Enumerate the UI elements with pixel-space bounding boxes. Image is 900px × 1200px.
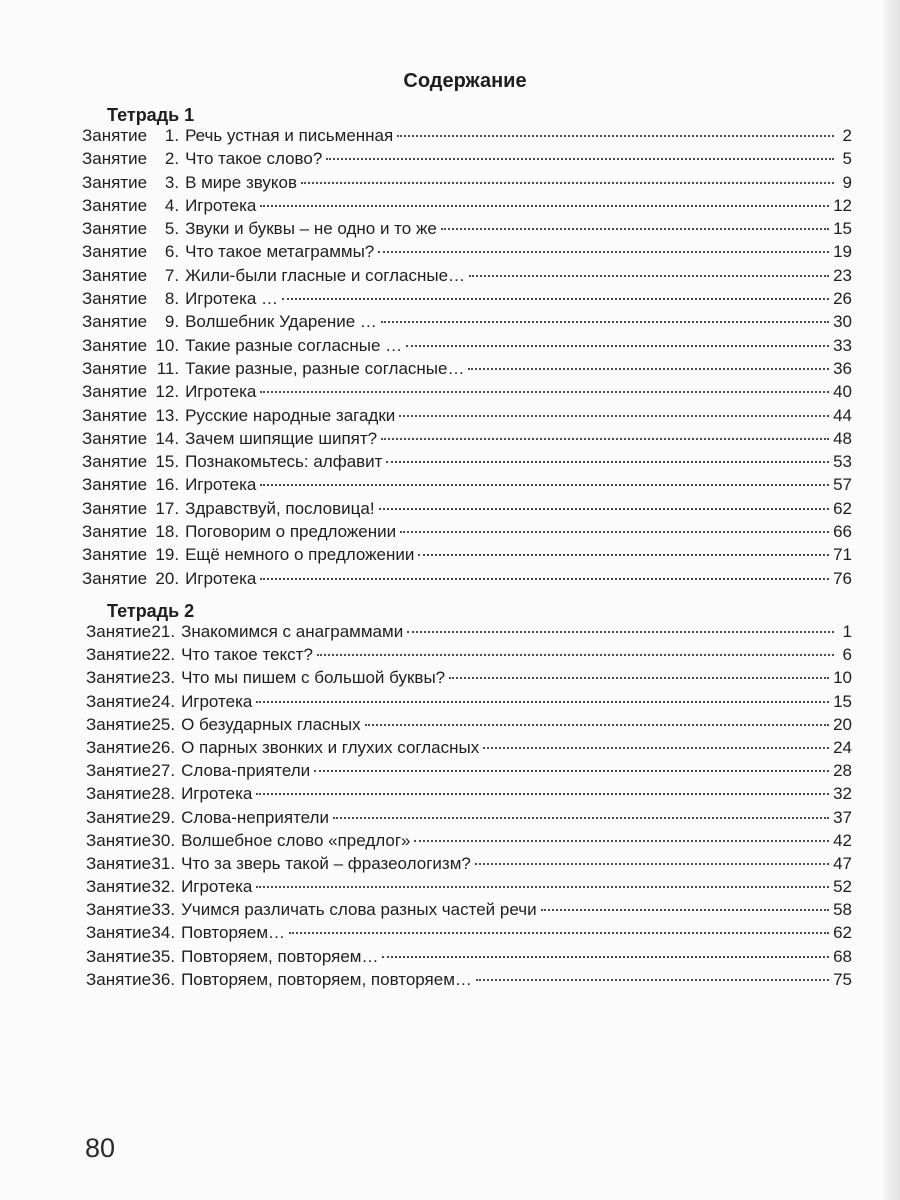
toc-entry-page: 28 bbox=[833, 761, 852, 781]
toc-entry-title: О парных звонких и глухих согласных bbox=[181, 737, 480, 757]
toc-entry-number: 22. bbox=[151, 645, 176, 665]
toc-entry-prefix bbox=[82, 898, 175, 921]
toc-entry-page: 19 bbox=[833, 242, 852, 262]
toc-entry bbox=[82, 171, 852, 194]
toc-entry-page: 71 bbox=[833, 545, 852, 565]
toc-leader-dots bbox=[260, 484, 829, 486]
toc-entry-page: 68 bbox=[833, 946, 852, 966]
toc-entry-prefix bbox=[82, 806, 175, 829]
toc-entry-prefix bbox=[82, 217, 179, 240]
toc-leader-dots bbox=[381, 438, 829, 440]
toc-entry bbox=[82, 713, 852, 736]
toc-entry-prefix bbox=[82, 404, 179, 427]
toc-entry-prefix bbox=[82, 829, 175, 852]
toc-entry-prefix bbox=[82, 124, 179, 147]
toc-entry-page: 5 bbox=[842, 149, 852, 169]
toc-entry-number: 26. bbox=[151, 737, 176, 757]
toc-leader-dots bbox=[260, 391, 829, 393]
toc-entry-number: 34. bbox=[151, 923, 176, 943]
toc-entry-prefix bbox=[82, 567, 179, 590]
toc-leader-dots bbox=[483, 747, 829, 749]
toc-entry-page: 20 bbox=[833, 714, 852, 734]
toc-entry-number: 24. bbox=[151, 691, 176, 711]
toc-entry-page: 9 bbox=[842, 172, 852, 192]
toc-entry-number: 20. bbox=[155, 568, 180, 588]
toc-entry-title: Волшебник Ударение … bbox=[185, 312, 377, 332]
toc-entry-title: Такие разные согласные … bbox=[185, 335, 403, 355]
toc-leader-dots bbox=[256, 701, 829, 703]
toc-entry-page: 10 bbox=[833, 668, 852, 688]
toc-entry-page: 58 bbox=[833, 900, 852, 920]
toc-entry-title: Слова-неприятели bbox=[181, 807, 329, 827]
toc-entry bbox=[82, 287, 852, 310]
toc-entry bbox=[82, 310, 852, 333]
toc-entry bbox=[82, 759, 852, 782]
toc-entry-prefix bbox=[82, 473, 179, 496]
toc-entry-number: 36. bbox=[151, 969, 176, 989]
toc-entry-lesson-word: Занятие bbox=[82, 428, 148, 448]
toc-entry-lesson-word: Занятие bbox=[82, 382, 148, 402]
toc-entry-number: 32. bbox=[151, 877, 176, 897]
toc-entry-title: Повторяем, повторяем… bbox=[181, 946, 379, 966]
toc-entry-page: 75 bbox=[833, 969, 852, 989]
toc-entry-number: 25. bbox=[151, 714, 176, 734]
toc-entry-title: Повторяем, повторяем, повторяем… bbox=[181, 969, 472, 989]
toc-entry bbox=[82, 427, 852, 450]
toc-list-notebook-1 bbox=[82, 124, 852, 590]
toc-entry-lesson-word: Занятие bbox=[82, 149, 148, 169]
toc-entry-title: Игротека bbox=[185, 195, 257, 215]
toc-entry-page: 32 bbox=[833, 784, 852, 804]
toc-entry-page: 12 bbox=[833, 195, 852, 215]
toc-entry-prefix bbox=[82, 643, 175, 666]
toc-entry-page: 33 bbox=[833, 335, 852, 355]
toc-entry-lesson-word: Занятие bbox=[82, 405, 148, 425]
toc-leader-dots bbox=[382, 956, 829, 958]
toc-leader-dots bbox=[469, 275, 829, 277]
toc-entry-prefix bbox=[82, 427, 179, 450]
toc-leader-dots bbox=[378, 251, 829, 253]
toc-entry bbox=[82, 898, 852, 921]
toc-leader-dots bbox=[406, 345, 829, 347]
toc-entry-title: Что за зверь такой – фразеологизм? bbox=[181, 853, 471, 873]
toc-entry-page: 76 bbox=[833, 568, 852, 588]
toc-entry-page: 15 bbox=[833, 691, 852, 711]
toc-leader-dots bbox=[301, 182, 834, 184]
toc-entry-prefix bbox=[82, 334, 179, 357]
toc-entry bbox=[82, 643, 852, 666]
toc-entry-lesson-word: Занятие bbox=[86, 946, 152, 966]
section-heading-notebook-2: Тетрадь 2 bbox=[107, 601, 195, 621]
toc-entry-lesson-word: Занятие bbox=[86, 807, 152, 827]
toc-leader-dots bbox=[397, 135, 834, 137]
toc-leader-dots bbox=[441, 228, 829, 230]
toc-leader-dots bbox=[317, 654, 834, 656]
toc-entry-lesson-word: Занятие bbox=[86, 969, 152, 989]
toc-entry-number: 12. bbox=[155, 382, 180, 402]
toc-leader-dots bbox=[260, 578, 829, 580]
toc-entry-page: 48 bbox=[833, 428, 852, 448]
toc-entry bbox=[82, 945, 852, 968]
toc-entry-lesson-word: Занятие bbox=[82, 452, 148, 472]
toc-leader-dots bbox=[333, 817, 829, 819]
toc-entry-number: 9. bbox=[164, 312, 180, 332]
toc-entry-title: Звуки и буквы – не одно и то же bbox=[185, 219, 437, 239]
toc-entry-prefix bbox=[82, 147, 179, 170]
toc-entry bbox=[82, 520, 852, 543]
toc-entry bbox=[82, 852, 852, 875]
toc-entry-number: 6. bbox=[164, 242, 180, 262]
toc-entry bbox=[82, 921, 852, 944]
toc-entry-page: 30 bbox=[833, 312, 852, 332]
toc-entry-lesson-word: Занятие bbox=[86, 668, 152, 688]
toc-entry bbox=[82, 666, 852, 689]
toc-entry-prefix bbox=[82, 357, 179, 380]
toc-entry-lesson-word: Занятие bbox=[86, 830, 152, 850]
toc-entry bbox=[82, 217, 852, 240]
toc-entry-number: 7. bbox=[164, 265, 180, 285]
toc-leader-dots bbox=[365, 724, 829, 726]
toc-entry-prefix bbox=[82, 852, 175, 875]
toc-entry-number: 13. bbox=[155, 405, 180, 425]
toc-entry bbox=[82, 620, 852, 643]
toc-entry-number: 3. bbox=[164, 172, 180, 192]
toc-entry-title: Поговорим о предложении bbox=[185, 522, 397, 542]
toc-entry-title: Повторяем… bbox=[181, 923, 286, 943]
toc-entry-title: Что такое слово? bbox=[185, 149, 323, 169]
toc-entry-title: Жили-были гласные и согласные… bbox=[185, 265, 466, 285]
toc-entry-prefix bbox=[82, 945, 175, 968]
toc-entry-page: 66 bbox=[833, 522, 852, 542]
toc-entry-page: 37 bbox=[833, 807, 852, 827]
toc-entry-lesson-word: Занятие bbox=[86, 622, 152, 641]
toc-entry-prefix bbox=[82, 543, 179, 566]
toc-leader-dots bbox=[260, 205, 829, 207]
toc-entry-title: Игротека bbox=[185, 382, 257, 402]
toc-list-notebook-2 bbox=[82, 620, 852, 991]
toc-entry-number: 4. bbox=[164, 195, 180, 215]
toc-entry-prefix bbox=[82, 380, 179, 403]
toc-entry-page: 52 bbox=[833, 877, 852, 897]
toc-entry-lesson-word: Занятие bbox=[82, 568, 148, 588]
toc-entry-lesson-word: Занятие bbox=[82, 335, 148, 355]
toc-entry-page: 57 bbox=[833, 475, 852, 495]
toc-entry-prefix bbox=[82, 782, 175, 805]
toc-leader-dots bbox=[418, 554, 829, 556]
toc-leader-dots bbox=[407, 631, 834, 633]
toc-entry bbox=[82, 567, 852, 590]
toc-entry-title: Волшебное слово «предлог» bbox=[181, 830, 411, 850]
toc-entry-prefix bbox=[82, 875, 175, 898]
toc-entry-title: Учимся различать слова разных частей речи bbox=[181, 900, 537, 920]
toc-entry-number: 21. bbox=[151, 622, 176, 641]
toc-entry-lesson-word: Занятие bbox=[86, 853, 152, 873]
toc-entry bbox=[82, 829, 852, 852]
toc-entry bbox=[82, 357, 852, 380]
toc-entry-number: 23. bbox=[151, 668, 176, 688]
toc-entry-lesson-word: Занятие bbox=[82, 312, 148, 332]
toc-entry-number: 35. bbox=[151, 946, 176, 966]
toc-entry-lesson-word: Занятие bbox=[86, 714, 152, 734]
toc-entry-title: Игротека bbox=[181, 691, 253, 711]
toc-entry bbox=[82, 450, 852, 473]
toc-entry-number: 28. bbox=[151, 784, 176, 804]
toc-entry-number: 27. bbox=[151, 761, 176, 781]
toc-entry-number: 30. bbox=[151, 830, 176, 850]
toc-entry-prefix bbox=[82, 287, 179, 310]
toc-entry-title: Игротека … bbox=[185, 289, 279, 309]
toc-entry-lesson-word: Занятие bbox=[86, 784, 152, 804]
toc-entry-page: 36 bbox=[833, 358, 852, 378]
toc-entry-number: 5. bbox=[164, 219, 180, 239]
toc-entry-lesson-word: Занятие bbox=[82, 545, 148, 565]
toc-entry-lesson-word: Занятие bbox=[86, 645, 152, 665]
toc-entry-prefix bbox=[82, 620, 175, 643]
toc-leader-dots bbox=[379, 508, 830, 510]
toc-entry-number: 15. bbox=[155, 452, 180, 472]
toc-entry bbox=[82, 968, 852, 991]
toc-entry-page: 26 bbox=[833, 289, 852, 309]
toc-entry-title: Игротека bbox=[185, 568, 257, 588]
toc-entry-lesson-word: Занятие bbox=[82, 242, 148, 262]
toc-entry-page: 44 bbox=[833, 405, 852, 425]
toc-entry bbox=[82, 380, 852, 403]
toc-entry-title: Речь устная и письменная bbox=[185, 126, 394, 145]
toc-entry-number: 10. bbox=[155, 335, 180, 355]
toc-entry bbox=[82, 404, 852, 427]
toc-entry-title: Ещё немного о предложении bbox=[185, 545, 415, 565]
toc-entry-prefix bbox=[82, 520, 179, 543]
toc-entry-prefix bbox=[82, 666, 175, 689]
toc-entry-title: Слова-приятели bbox=[181, 761, 311, 781]
toc-entry-page: 15 bbox=[833, 219, 852, 239]
toc-leader-dots bbox=[256, 886, 829, 888]
toc-entry-number: 1. bbox=[164, 126, 180, 145]
toc-entry-number: 19. bbox=[155, 545, 180, 565]
toc-entry-number: 16. bbox=[155, 475, 180, 495]
toc-entry-title: Зачем шипящие шипят? bbox=[185, 428, 378, 448]
toc-entry-title: Игротека bbox=[181, 784, 253, 804]
page-edge bbox=[884, 0, 900, 1200]
toc-entry-prefix bbox=[82, 450, 179, 473]
toc-leader-dots bbox=[381, 321, 829, 323]
toc-entry-prefix bbox=[82, 736, 175, 759]
toc-entry-page: 6 bbox=[842, 645, 852, 665]
toc-entry-prefix bbox=[82, 497, 179, 520]
toc-entry-number: 33. bbox=[151, 900, 176, 920]
toc-entry-prefix bbox=[82, 240, 179, 263]
toc-entry bbox=[82, 240, 852, 263]
toc-leader-dots bbox=[386, 461, 829, 463]
toc-entry-lesson-word: Занятие bbox=[86, 691, 152, 711]
toc-entry-page: 2 bbox=[842, 126, 852, 145]
toc-entry-prefix bbox=[82, 194, 179, 217]
toc-leader-dots bbox=[326, 158, 834, 160]
toc-entry-page: 62 bbox=[833, 498, 852, 518]
toc-entry-number: 11. bbox=[156, 358, 180, 378]
toc-leader-dots bbox=[541, 909, 830, 911]
toc-entry bbox=[82, 334, 852, 357]
toc-entry-title: Что такое текст? bbox=[181, 645, 313, 665]
toc-entry-title: Такие разные, разные согласные… bbox=[185, 358, 465, 378]
toc-entry-page: 53 bbox=[833, 452, 852, 472]
toc-entry-lesson-word: Занятие bbox=[82, 522, 148, 542]
toc-entry-lesson-word: Занятие bbox=[82, 498, 148, 518]
toc-entry-title: Знакомимся с анаграммами bbox=[181, 622, 404, 641]
toc-entry bbox=[82, 690, 852, 713]
toc-entry-prefix bbox=[82, 310, 179, 333]
toc-entry-lesson-word: Занятие bbox=[82, 358, 148, 378]
toc-entry-title: Русские народные загадки bbox=[185, 405, 396, 425]
toc-leader-dots bbox=[289, 932, 829, 934]
toc-entry-prefix bbox=[82, 713, 175, 736]
toc-entry-lesson-word: Занятие bbox=[86, 737, 152, 757]
toc-entry-prefix bbox=[82, 968, 175, 991]
toc-entry-prefix bbox=[82, 759, 175, 782]
toc-entry-page: 1 bbox=[842, 622, 852, 641]
toc-entry-number: 31. bbox=[151, 853, 176, 873]
toc-entry-title: Познакомьтесь: алфавит bbox=[185, 452, 383, 472]
page-title: Содержание bbox=[403, 70, 527, 92]
toc-entry-number: 18. bbox=[155, 522, 180, 542]
toc-entry-lesson-word: Занятие bbox=[82, 219, 148, 239]
toc-entry-page: 42 bbox=[833, 830, 852, 850]
toc-entry-prefix bbox=[82, 921, 175, 944]
toc-entry-number: 29. bbox=[151, 807, 176, 827]
toc-entry-number: 2. bbox=[164, 149, 180, 169]
toc-entry bbox=[82, 147, 852, 170]
toc-entry-title: Игротека bbox=[185, 475, 257, 495]
toc-entry-title: О безударных гласных bbox=[181, 714, 361, 734]
toc-entry-lesson-word: Занятие bbox=[82, 289, 148, 309]
toc-entry bbox=[82, 194, 852, 217]
toc-leader-dots bbox=[476, 979, 829, 981]
toc-entry-title: В мире звуков bbox=[185, 172, 298, 192]
toc-entry-prefix bbox=[82, 171, 179, 194]
toc-entry-number: 14. bbox=[155, 428, 180, 448]
toc-entry-lesson-word: Занятие bbox=[82, 126, 148, 145]
toc-entry-page: 24 bbox=[833, 737, 852, 757]
toc-leader-dots bbox=[414, 840, 829, 842]
toc-entry-lesson-word: Занятие bbox=[86, 761, 152, 781]
toc-entry-lesson-word: Занятие bbox=[82, 172, 148, 192]
toc-entry-lesson-word: Занятие bbox=[86, 900, 152, 920]
toc-entry-lesson-word: Занятие bbox=[82, 475, 148, 495]
toc-entry bbox=[82, 543, 852, 566]
toc-entry bbox=[82, 473, 852, 496]
toc-leader-dots bbox=[256, 793, 829, 795]
toc-leader-dots bbox=[399, 415, 829, 417]
toc-leader-dots bbox=[449, 677, 829, 679]
toc-entry-title: Здравствуй, пословица! bbox=[185, 498, 375, 518]
toc-entry bbox=[82, 736, 852, 759]
toc-entry-page: 23 bbox=[833, 265, 852, 285]
toc-entry-lesson-word: Занятие bbox=[86, 877, 152, 897]
toc-entry-page: 40 bbox=[833, 382, 852, 402]
section-heading-notebook-1: Тетрадь 1 bbox=[107, 105, 195, 125]
toc-entry-number: 8. bbox=[164, 289, 180, 309]
toc-entry bbox=[82, 124, 852, 147]
toc-entry bbox=[82, 264, 852, 287]
toc-entry bbox=[82, 497, 852, 520]
toc-entry bbox=[82, 806, 852, 829]
toc-entry bbox=[82, 782, 852, 805]
toc-entry-prefix bbox=[82, 690, 175, 713]
toc-leader-dots bbox=[475, 863, 829, 865]
toc-entry bbox=[82, 875, 852, 898]
toc-leader-dots bbox=[282, 298, 829, 300]
toc-entry-page: 47 bbox=[833, 853, 852, 873]
toc-entry-lesson-word: Занятие bbox=[82, 195, 148, 215]
page-number: 80 bbox=[85, 1133, 116, 1163]
toc-leader-dots bbox=[314, 770, 829, 772]
toc-leader-dots bbox=[400, 531, 829, 533]
toc-entry-title: Что мы пишем с большой буквы? bbox=[181, 668, 446, 688]
toc-entry-page: 62 bbox=[833, 923, 852, 943]
toc-entry-lesson-word: Занятие bbox=[82, 265, 148, 285]
toc-leader-dots bbox=[468, 368, 829, 370]
toc-entry-title: Игротека bbox=[181, 877, 253, 897]
toc-entry-prefix bbox=[82, 264, 179, 287]
toc-entry-title: Что такое метаграммы? bbox=[185, 242, 375, 262]
toc-entry-number: 17. bbox=[155, 498, 180, 518]
toc-entry-lesson-word: Занятие bbox=[86, 923, 152, 943]
